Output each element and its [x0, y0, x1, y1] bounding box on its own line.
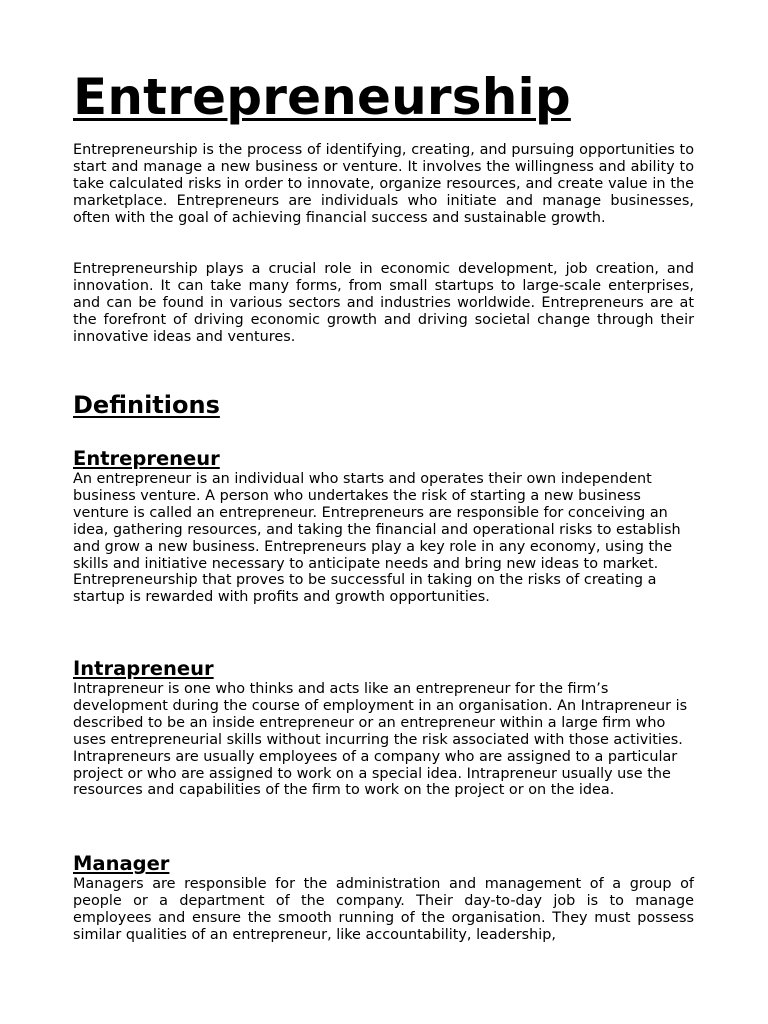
section-heading-entrepreneur: Entrepreneur: [73, 447, 220, 470]
intro-paragraph-1: Entrepreneurship is the process of identifying, creating, and pursuing opportunities to start and manage a new business or venture. It involves the willingness and ability to take calculated risks in order to innovate, organize resources, and create value in the marketplace. Entrepreneurs are individuals who initiate and manage businesses, often with the goal of achieving financial success and sustainable growth.: [73, 142, 694, 226]
section-body-entrepreneur: An entrepreneur is an individual who starts and operates their own independent business venture. A person who undertakes the risk of starting a new business venture is called an entrepreneur. Entrepreneurs are responsible for conceiving an idea, gathering resources, and taking the financial and operational risks to establish and grow a new business. Entrepreneurs play a key role in any economy, using the skills and initiative necessary to anticipate needs and bring new ideas to market. Entrepreneurship that proves to be successful in taking on the risks of creating a startup is rewarded with profits and growth opportunities.: [73, 471, 681, 606]
section-body-manager: Managers are responsible for the administration and management of a group of people or a department of the company. Their day-to-day job is to manage employees and ensure the smooth running of the organisation. They must possess similar qualities of an entrepreneur, like accountability, leadership,: [73, 876, 694, 943]
document-title: Entrepreneurship: [73, 68, 571, 126]
section-heading-intrapreneur: Intrapreneur: [73, 657, 214, 680]
definitions-heading: Definitions: [73, 391, 220, 419]
section-body-intrapreneur: Intrapreneur is one who thinks and acts like an entrepreneur for the firm’s development during the course of employment in an organisation. An Intrapreneur is described to be an inside entrepreneur or an entrepreneur within a large firm who uses entrepreneurial skills without incurring the risk associated with those activities. Intrapreneurs are usually employees of a company who are assigned to a particular project or who are assigned to work on a special idea. Intrapreneur usually use the resources and capabilities of the firm to work on the project or on the idea.: [73, 681, 688, 799]
intro-paragraph-2: Entrepreneurship plays a crucial role in economic development, job creation, and innovation. It can take many forms, from small startups to large-scale enterprises, and can be found in various sectors and industries worldwide. Entrepreneurs are at the forefront of driving economic growth and driving societal change through their innovative ideas and ventures.: [73, 261, 694, 345]
section-heading-manager: Manager: [73, 852, 170, 875]
